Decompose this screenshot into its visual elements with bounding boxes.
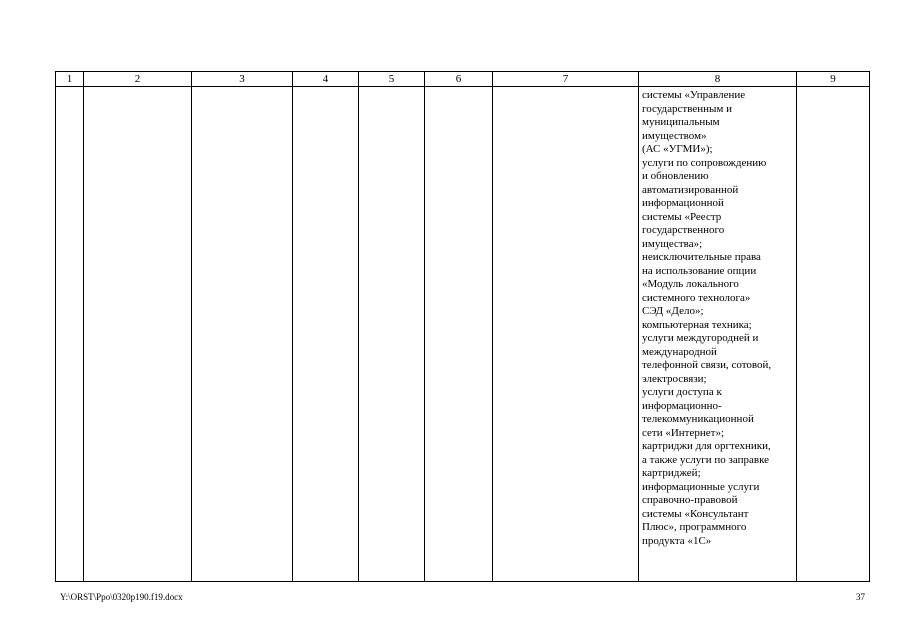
list-line: системного технолога»	[642, 291, 751, 304]
table-cell-col6	[425, 87, 493, 582]
column-number-cell: 3	[192, 72, 293, 87]
list-line: Плюс», программного	[642, 521, 747, 533]
list-line: услуги междугородней и	[642, 332, 759, 344]
list-line: международной	[642, 345, 717, 358]
column-number-cell: 4	[293, 72, 359, 87]
list-line: муниципальным	[642, 116, 720, 128]
list-line: государственным и	[642, 102, 732, 115]
list-line: имуществом»	[642, 129, 707, 142]
column-number-cell: 8	[639, 72, 797, 87]
table-cell-col3	[192, 87, 293, 582]
column-number-cell: 6	[425, 72, 493, 87]
column-number-row	[56, 72, 870, 87]
list-line: электросвязи;	[642, 372, 707, 385]
page-number: 37	[856, 592, 865, 602]
list-line: на использование опции	[642, 264, 757, 277]
list-line: телефонной связи, сотовой,	[642, 359, 772, 371]
list-line: картриджей;	[642, 467, 701, 479]
goods-services-list	[639, 87, 796, 548]
list-line: продукта «1С»	[642, 534, 712, 547]
list-line: неисключительные права	[642, 251, 761, 263]
document-table	[55, 71, 870, 582]
table-cell-col8	[639, 87, 797, 582]
list-line: и обновлению	[642, 170, 709, 182]
table-cell-col7	[493, 87, 639, 582]
list-line: автоматизированной	[642, 183, 739, 196]
list-line: СЭД «Дело»;	[642, 305, 704, 317]
list-line: телекоммуникационной	[642, 413, 754, 425]
footer-file-path: Y:\ORST\Ppo\0320p190.f19.docx	[60, 592, 183, 602]
list-line: услуги доступа к	[642, 386, 722, 398]
table-cell-col2	[84, 87, 192, 582]
list-line: справочно-правовой	[642, 494, 738, 506]
column-number-cell: 1	[56, 72, 84, 87]
table-cell-col1	[56, 87, 84, 582]
list-line: имущества»;	[642, 237, 703, 250]
list-line: (АС «УГМИ»);	[642, 143, 713, 155]
list-line: компьютерная техника;	[642, 318, 752, 331]
list-line: сети «Интернет»;	[642, 426, 724, 439]
list-line: системы «Управление	[642, 89, 746, 101]
list-line: «Модуль локального	[642, 278, 739, 290]
table-cell-col9	[797, 87, 870, 582]
column-number-cell: 7	[493, 72, 639, 87]
list-line: системы «Реестр	[642, 210, 722, 223]
list-line: картриджи для оргтехники,	[642, 440, 771, 452]
table-row	[56, 87, 870, 582]
column-number-cell: 5	[359, 72, 425, 87]
list-line: информационной	[642, 197, 724, 209]
column-number-cell: 9	[797, 72, 870, 87]
table-cell-col4	[293, 87, 359, 582]
list-line: системы «Консультант	[642, 507, 749, 520]
list-line: государственного	[642, 224, 725, 236]
list-line: а также услуги по заправке	[642, 453, 770, 466]
table-cell-col5	[359, 87, 425, 582]
list-line: информационно-	[642, 399, 722, 412]
column-number-cell: 2	[84, 72, 192, 87]
list-line: информационные услуги	[642, 480, 760, 493]
list-line: услуги по сопровождению	[642, 156, 767, 169]
